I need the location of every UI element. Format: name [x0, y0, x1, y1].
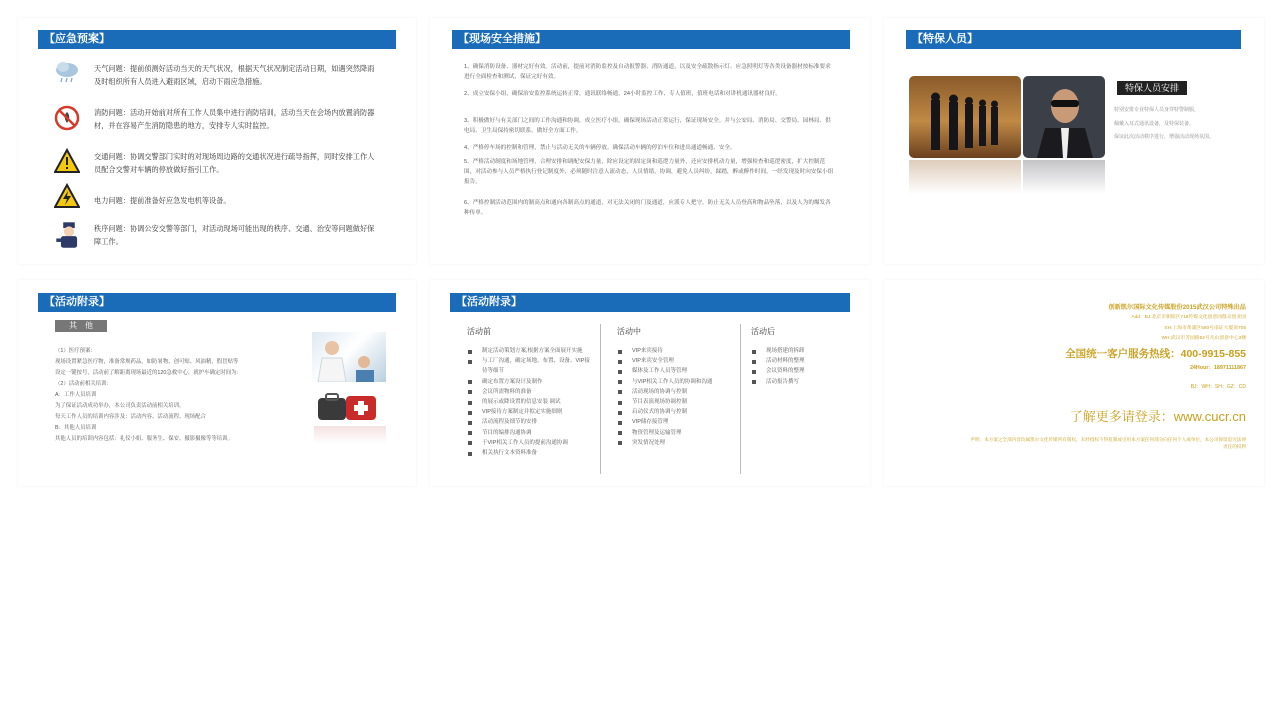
panel-special-security: [884, 18, 1264, 264]
column-divider: [740, 324, 741, 474]
agent-photo-reflection: [1023, 160, 1105, 194]
guards-illustration: [909, 76, 1021, 158]
website-label: 了解更多请登录：: [1069, 409, 1174, 424]
before-list: [468, 346, 590, 458]
list-item: 节目表演现场协调控制: [618, 397, 736, 407]
safety-item: 2、成立安保小组，确保治安监控系统运转正常，通讯联络畅通，24小时监控工作、专人值班，值班电话和对讲机通讯器材良好。: [464, 91, 781, 97]
warning-icon: [54, 148, 80, 174]
list-item: VIP来宾接待: [618, 346, 736, 356]
order-text: 秩序问题：协调公安交警等部门，对活动现场可能出现的秩序、交通、治安等问题做好保障工作。: [94, 224, 375, 246]
list-item: 节目的编排沟通协调: [468, 428, 590, 438]
electric-icon: [54, 183, 80, 209]
safety-item: 6、严格控制活动范围内的制高点和通向各制高点的通道，对无法关闭的门及通道，应派专人把守，防止无关人员登高和物品坠落，以及人为的爆发各种传单。: [464, 200, 831, 217]
during-list: [618, 346, 736, 448]
section-header: 【特保人员】: [906, 30, 1241, 49]
hours-number: 18971111867: [1213, 365, 1246, 371]
safety-item: 1、确保消防设备、器材完好有效。活动前，提前对消防监控及自动报警器、消防通道，以及安全疏散指示灯、应急照明灯等各类设备器材按标准要求进行全面检查和测试，保证完好有效。: [464, 64, 831, 81]
list-item: 会议所需物料的准备: [468, 387, 590, 397]
list-item: 与工厂沟通，确定场地、布置、设备、VIP接待等细节: [468, 356, 590, 376]
guards-photo-reflection: [909, 160, 1021, 194]
panel-emergency-plan: [18, 18, 416, 264]
list-item: 制定活动策划方案,根据方案全面展开实施: [468, 346, 590, 356]
section-header: 【现场安全措施】: [452, 30, 850, 49]
panel-site-safety: [430, 18, 870, 264]
traffic-text: 交通问题：协调交警部门实时的对现场周边路的交通状况进行疏导指挥，同时安排工作人员配合交警对车辆的停放做好指引工作。: [94, 152, 375, 174]
list-item: 活动流程及细节的安排: [468, 417, 590, 427]
list-item: 活动材料的整理: [752, 356, 852, 366]
list-item: 的展示或降设置的信息安装 调试: [468, 397, 590, 407]
column-divider: [600, 324, 601, 474]
electric-text: 电力问题：提前准备好应急发电机等设备。: [94, 196, 231, 205]
special-security-desc-line: 佩戴入耳式通讯设备，及特保装备。: [1114, 121, 1195, 127]
hotline-label: 全国统一客户服务热线：: [1065, 348, 1181, 360]
nurse-illustration: [312, 332, 386, 382]
list-item: VIP储存接管理: [618, 417, 736, 427]
list-item: 会议资料的整理: [752, 366, 852, 376]
agent-photo: [1023, 76, 1105, 158]
address-wh: WH:武汉市芳园路52号凡山创意中心3楼: [1161, 336, 1246, 341]
hotline-number: 400-9915-855: [1180, 348, 1246, 360]
appendix-line: 每天工作人员的培训内容涉及：活动内容、活动流程、现场配合: [55, 414, 206, 420]
safety-item: 3、积极做好与有关部门之间的工作沟通和协调，成立医疗小组，确保现场活动正常运行，保证现场安全。并与公安局、消防局、交警局、园林局、供电局、卫生局保持密切联系，做好全方面工作。: [464, 118, 831, 135]
special-security-label: 特保人员安排: [1117, 81, 1187, 95]
medical-photo: [312, 332, 386, 382]
column-heading-during: 活动中: [617, 327, 641, 336]
column-heading-before: 活动前: [467, 327, 491, 336]
list-item: 启动仪式的协调与控制: [618, 407, 736, 417]
appendix-line: A：工作人员培训: [55, 392, 97, 398]
hotline: [1065, 346, 1246, 361]
guards-photo: [909, 76, 1021, 158]
appendix-line: （2）活动前相关培训：: [55, 381, 112, 387]
address-sh: SH:上海市黄浦区580号南证大厦南705: [1164, 326, 1246, 331]
list-item: 突发情况处理: [618, 438, 736, 448]
appendix-line: B：其他人员培训: [55, 425, 97, 431]
list-item: 于VIP相关工作人员的提前沟通协调: [468, 438, 590, 448]
website-url[interactable]: www.cucr.cn: [1173, 409, 1246, 424]
hours: [1190, 363, 1246, 371]
appendix-line: 其他人员的培训内容包括：礼仪小姐、服务生、保安、摄影摄像等等培训。: [55, 436, 233, 442]
fire-text: 消防问题：活动开始前对所有工作人员集中进行消防培训，活动当天在会场内放置消防器材，并在容易产生消防隐患的地方，安排专人实时监控。: [94, 108, 375, 130]
subtitle-tag: 其 他: [55, 320, 107, 332]
list-item: 与VIP相关工作人员的协调和沟通: [618, 377, 736, 387]
list-item: 活动报告撰写: [752, 377, 852, 387]
hours-label: 24Hour：: [1189, 365, 1214, 371]
list-item: 物资管理及运输管理: [618, 428, 736, 438]
weather-icon: [54, 58, 80, 84]
police-icon: [54, 220, 84, 250]
after-list: [752, 346, 852, 387]
appendix-line: 现场设置紧急医疗物，准备常规药品，如防暑物，创可贴、风油精，假冒贴等: [55, 359, 239, 365]
section-header: 【应急预案】: [38, 30, 396, 49]
list-item: 现场搭建的拆卸: [752, 346, 852, 356]
appendix-line: 设定一键按号，活动前了解距离现场最近的120急救中心，就护车确定时间为：: [55, 370, 242, 376]
first-aid-kit-illustration: [314, 388, 386, 424]
weather-text: 天气问题：提前侦测好活动当天的天气状况，根据天气状况制定活动日期，如遇突然降雨及时组织所有人员进入避雨区域，启动下雨应急措施。: [94, 64, 375, 86]
panel-company-contact: [884, 280, 1264, 486]
list-item: VIP接待方案制定并拟定实施细则: [468, 407, 590, 417]
company-name: 创新凯尔国际文化传媒股份2015武汉公司特殊出品: [1108, 304, 1246, 311]
panel-appendix-timeline: [430, 280, 870, 486]
section-header: 【活动附录】: [38, 293, 396, 312]
agent-illustration: [1023, 76, 1105, 158]
list-item: VIP来宾安全管理: [618, 356, 736, 366]
appendix-line: 为了保证活动成功举办，本公司负责活动前相关培训。: [55, 403, 185, 409]
address-bj: Add：BJ:北京市朝阳区718传媒文化创意园群众创业园: [1131, 315, 1246, 320]
special-security-desc-line: 特别安排专业特保人员身穿特警制服，: [1114, 107, 1200, 113]
safety-item: 5、严格活动制度和场地管理，合理安排和调配安保力量，除应设定的固定岗和巡逻力量外，还应安排机动力量，增强检查和巡逻密度，扩大控制范围，对活动参与人员严格执行登记制度外，必须随时注意人流动态，人员情绪，协调，避免人员纠纷，踩踏，醉或醉作时间，一经发现及时向安保小组报告。: [464, 159, 834, 186]
list-item: 媒体及工作人员等管理: [618, 366, 736, 376]
section-header: 【活动附录】: [450, 293, 850, 312]
no-fire-icon: [54, 105, 80, 131]
special-security-desc-line: 保证此次活动秩序进行，增强活动现场氛围。: [1114, 134, 1215, 140]
column-heading-after: 活动后: [751, 327, 775, 336]
first-aid-kit: [314, 388, 386, 424]
panel-appendix-other: [18, 280, 416, 486]
first-aid-reflection: [314, 426, 386, 444]
website[interactable]: [1070, 406, 1246, 425]
appendix-line: （1）医疗预案：: [55, 348, 96, 354]
list-item: 活动现场的协调与控制: [618, 387, 736, 397]
safety-item: 4、严格停车场的控制和管理，禁止与活动无关的车辆停放。确保活动车辆的停泊车位和进出通道畅通、安全。: [464, 145, 736, 151]
copyright-notice: 声明：本方案之全部内容均属凯尔文化传媒所有版权，未经授权不得复制或引用本方案任何部分向任何个人或单位，本公司保留追究法律责任的权利: [970, 437, 1246, 449]
list-item: 相关执行文本资料准备: [468, 448, 590, 458]
cities: BJ：WH：SH：GZ：CD: [1190, 384, 1246, 390]
list-item: 确定布置方案设计及制作: [468, 377, 590, 387]
